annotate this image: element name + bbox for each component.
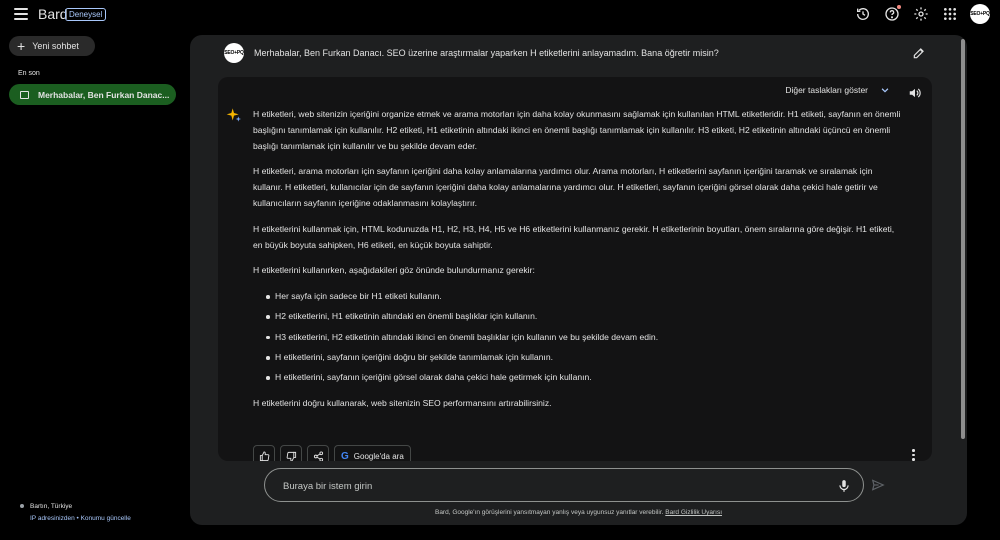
- thumbs-up-button[interactable]: [253, 445, 275, 461]
- response-bullet-list: [253, 289, 903, 386]
- show-drafts-button[interactable]: [785, 85, 890, 95]
- response-paragraph: H etiketleri, web sitenizin içeriğini organize etmek ve arama motorları için daha kolay okunmasını sağlamak için kullanılan HTML etiketleridir. H1 etiketi, sayfanın en önemli başlığını tanımlamak için kullanılır. H2 etiketi, H1 etiketinin altındaki ikinci en önemli başlığı tanımlamak için kullanılır. H3 etiketi, H2 etiketinin altındaki üçüncü en önemli başlığı tanımlamak için kullanılır ve bu şekilde devam eder.: [253, 109, 901, 151]
- response-paragraph: H etiketleri, arama motorları için sayfanın içeriğini daha kolay anlamalarına yardımcı olur. Arama motorları, H etiketlerini sayfanın içeriğini taramak ve sıralamak için kullanır. H etiketleri, kullanıcılar için de sayfanın içeriğini daha kolay anlamalarına yardımcı olur. H etiketleri, sayfanın içeriğini görsel olarak daha çekici hale getirir ve kullanıcıların sayfanın içeriğine odaklanmasını kolaylaştırır.: [253, 166, 878, 208]
- apps-grid-icon[interactable]: [941, 5, 959, 23]
- edit-pencil-icon[interactable]: [912, 46, 926, 60]
- speaker-icon[interactable]: [908, 86, 922, 100]
- send-icon[interactable]: [870, 478, 886, 492]
- recent-chat-item[interactable]: [9, 84, 176, 105]
- show-drafts-label: Diğer taslakları göster: [785, 85, 868, 95]
- disclaimer: [190, 509, 967, 516]
- disclaimer-text: Bard, Google'ın görüşlerini yansıtmayan yanlış veya uygunsuz yanıtlar verebilir.: [434, 509, 666, 516]
- thumbs-down-button[interactable]: [280, 445, 302, 461]
- location-links: [30, 515, 131, 522]
- location-separator: •: [74, 515, 81, 522]
- main-panel: [190, 35, 967, 525]
- bard-sparkle-icon: [226, 107, 242, 123]
- share-button[interactable]: [307, 445, 329, 461]
- chevron-down-icon: [880, 85, 890, 95]
- list-item: H3 etiketlerini, H2 etiketinin altındaki ikinci en önemli başlıklar için kullanın ve bu şekilde devam edin.: [253, 330, 903, 346]
- list-item: H2 etiketlerini, H1 etiketinin altındaki en önemli başlıklar için kullanın.: [253, 309, 903, 325]
- thumbs-down-icon: [286, 451, 297, 462]
- response-card: [218, 77, 932, 461]
- google-search-button[interactable]: [334, 445, 411, 461]
- ip-address-link[interactable]: IP adresinizden: [30, 515, 75, 522]
- thumbs-up-icon: [259, 451, 270, 462]
- help-icon[interactable]: [883, 5, 901, 23]
- account-avatar[interactable]: SEO+PQ: [970, 4, 990, 24]
- chat-bubble-icon: [20, 91, 29, 99]
- list-item: H etiketlerini, sayfanın içeriğini görsel olarak daha çekici hale getirmek için kullanın.: [253, 370, 903, 386]
- google-search-label: Google'da ara: [353, 451, 404, 461]
- history-icon[interactable]: [854, 5, 872, 23]
- prompt-input-box: [264, 468, 864, 502]
- new-chat-button[interactable]: [9, 36, 95, 56]
- response-paragraph: H etiketlerini kullanmak için, HTML kodunuzda H1, H2, H3, H4, H5 ve H6 etiketlerini kullanmanız gerekir. H etiketlerinin boyutları, önem sıralarına göre değişir. H1 etiketi, en büyük boyuta sahipken, H6 etiketi, en küçük boyuta sahiptir.: [253, 223, 895, 250]
- scrollbar-thumb[interactable]: [961, 39, 965, 439]
- top-icons: [854, 4, 990, 24]
- response-paragraph: H etiketlerini doğru kullanarak, web sitenizin SEO performansını artırabilirsiniz.: [253, 398, 552, 409]
- recent-section-label: En son: [18, 70, 40, 77]
- scrollbar-track: [960, 39, 966, 467]
- app-title: Bard: [38, 6, 68, 22]
- recent-chat-label: Merhabalar, Ben Furkan Danac...: [38, 89, 170, 100]
- plus-icon: +: [17, 38, 26, 54]
- more-options-icon[interactable]: [912, 449, 916, 461]
- user-message-row: [224, 44, 924, 62]
- list-item: H etiketlerini, sayfanın içeriğini doğru bir şekilde tanımlamak için kullanın.: [253, 350, 903, 366]
- google-g-icon: G: [341, 450, 349, 461]
- update-location-link[interactable]: Konumu güncelle: [80, 515, 131, 522]
- location-text: [20, 503, 72, 510]
- location-dot-icon: [20, 504, 24, 508]
- share-icon: [313, 451, 324, 462]
- list-item: Her sayfa için sadece bir H1 etiketi kullanın.: [253, 289, 903, 305]
- privacy-notice-link[interactable]: Bard Gizlilik Uyarısı: [665, 509, 723, 516]
- response-actions: [253, 445, 411, 461]
- top-bar: [0, 0, 1000, 30]
- menu-icon[interactable]: [14, 8, 28, 20]
- notification-dot: [897, 5, 901, 9]
- user-avatar: SEO+PQ: [224, 43, 244, 63]
- settings-gear-icon[interactable]: [912, 5, 930, 23]
- response-paragraph: H etiketlerini kullanırken, aşağıdakileri göz önünde bulundurmanız gerekir:: [253, 265, 535, 276]
- prompt-input[interactable]: [283, 478, 823, 494]
- new-chat-label: Yeni sohbet: [32, 41, 79, 51]
- experimental-badge: Deneysel: [65, 8, 106, 21]
- location-name: Bartın, Türkiye: [30, 503, 73, 510]
- user-prompt-text: Merhabalar, Ben Furkan Danacı. SEO üzerine araştırmalar yaparken H etiketlerini anlayamadım. Bana öğretir misin?: [254, 48, 719, 58]
- microphone-icon[interactable]: [837, 478, 851, 494]
- response-text: [253, 107, 903, 422]
